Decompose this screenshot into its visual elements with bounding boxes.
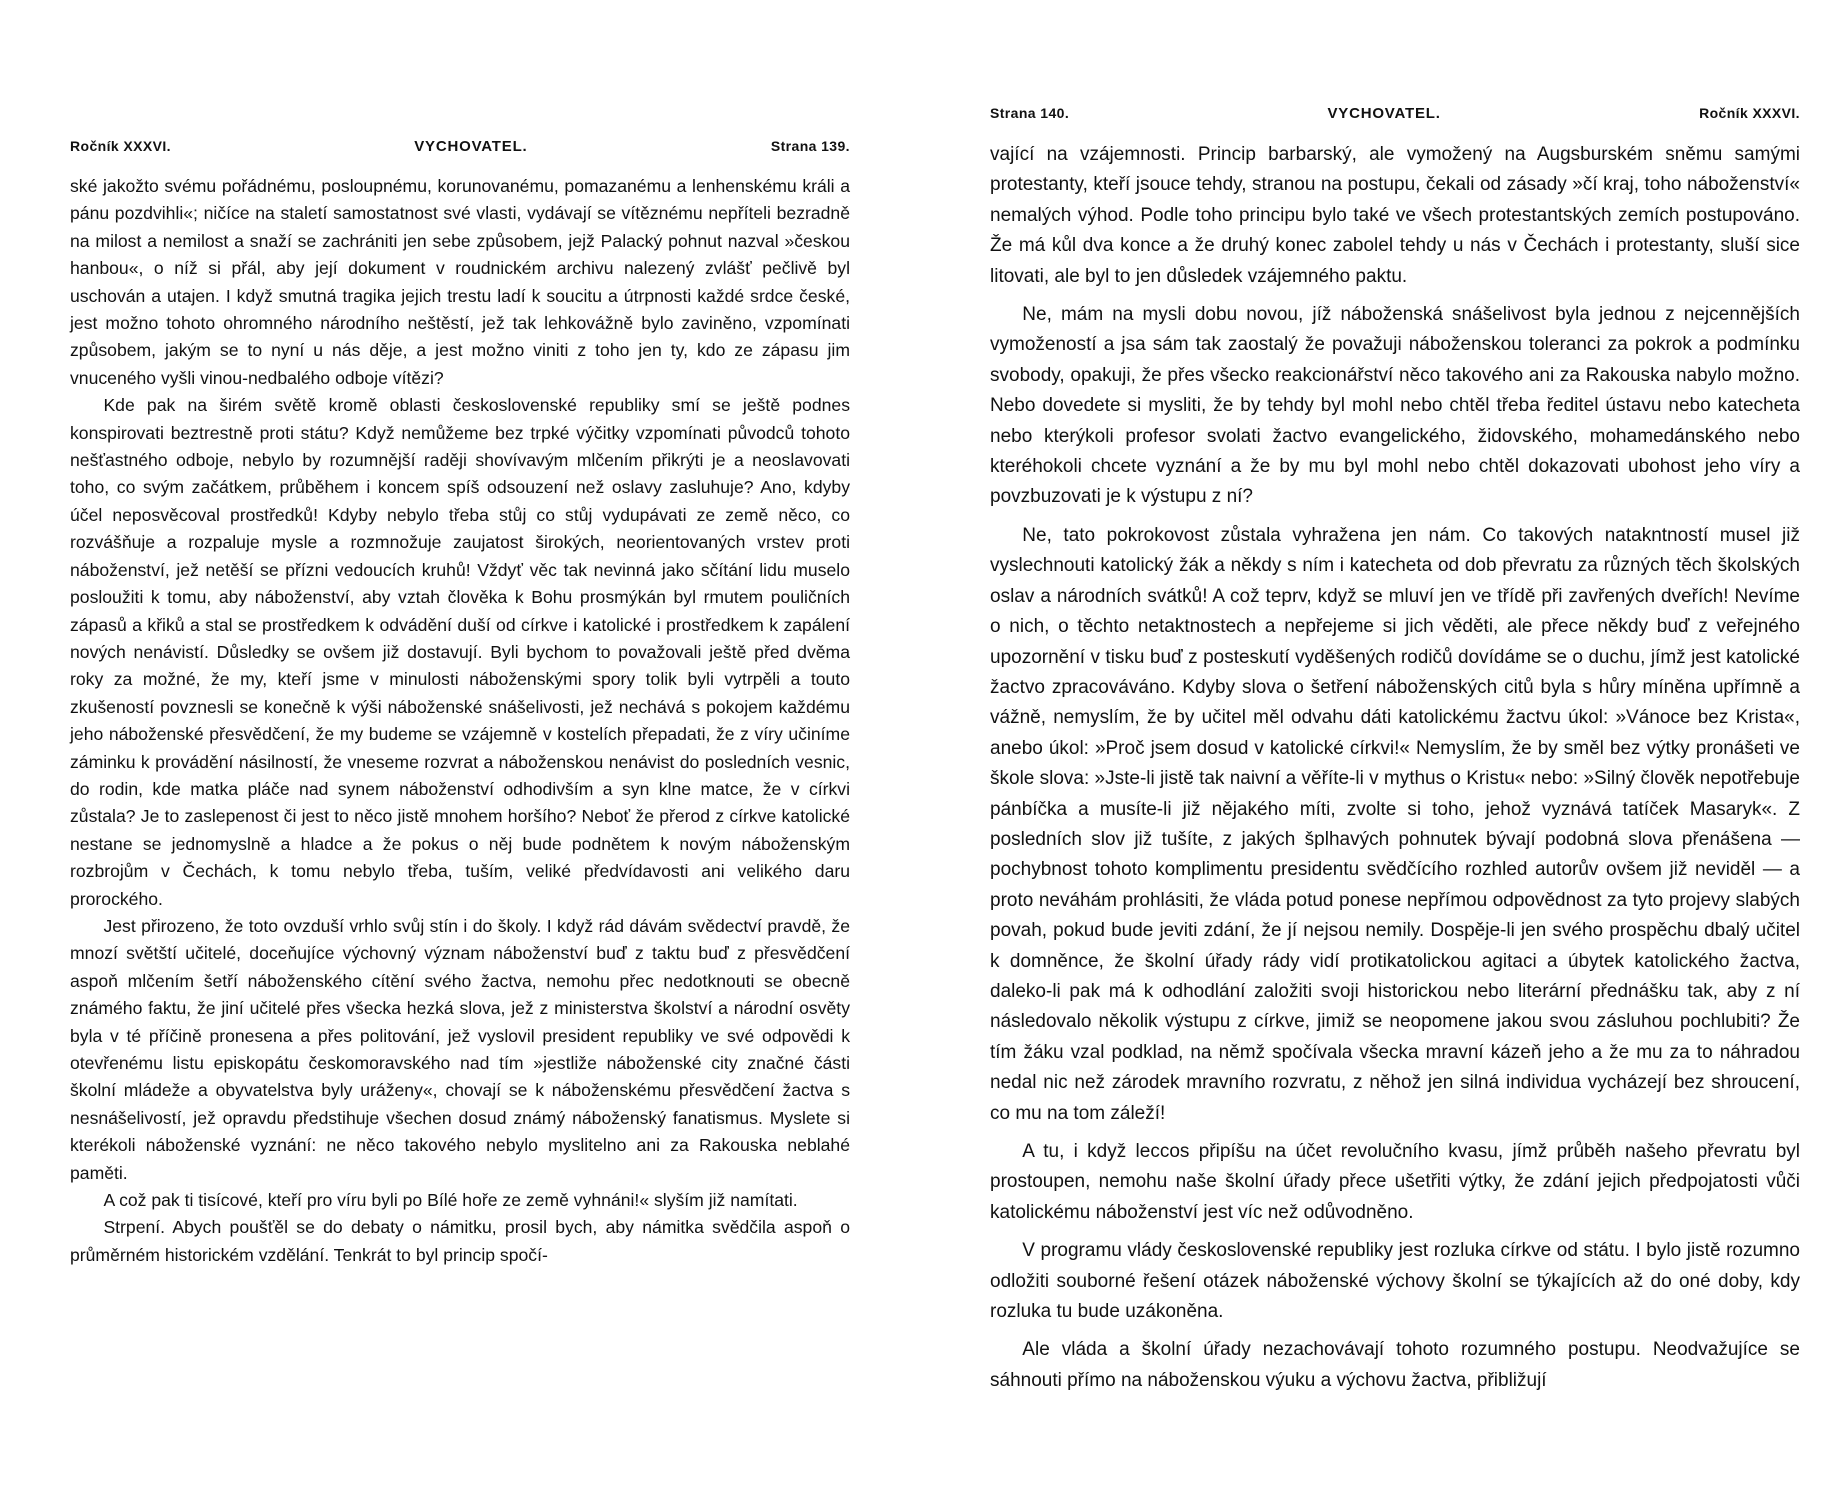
right-page — [990, 105, 1800, 1480]
right-header-title: VYCHOVATEL. — [1327, 105, 1441, 122]
right-running-head — [990, 105, 1800, 122]
paragraph: A což pak ti tisícové, kteří pro víru byli po Bílé hoře ze země vyhnáni!« slyším již namítati. — [103, 1190, 798, 1211]
left-header-page-number: Strana 139. — [770, 138, 850, 154]
paragraph: Ne, mám na mysli dobu novou, jíž náboženská snášelivost byla jednou z nejcennějších vymožeností a jsa sám tak zaostalý že považuji náboženskou toleranci za pokrok a podmínku svobody, opakuji, že přes všecko reakcionářství něco takového ani za Rakouska nabylo možno. Nebo dovedete si mysliti, že by tehdy byl mohl nebo chtěl třeba ředitel ústavu nebo katecheta nebo kterýkoli profesor svolati žactvo evangelického, židovského, mohamedánského nebo kteréhokoli chcete vyznání a že by mu byl mohl nebo chtěl dokazovati ubohost jeho víry a povzbuzovati je k výstupu z ní? — [990, 304, 1800, 508]
left-header-title: VYCHOVATEL. — [414, 138, 528, 155]
right-header-page-number: Strana 140. — [990, 105, 1070, 121]
paragraph: A tu, i když leccos připíšu na účet revolučního kvasu, jímž průběh našeho převratu byl prostoupen, nemohu naše školní úřady přece ušetřiti výtky, že zdání jejich předpojatosti vůči katolickému náboženství jest víc než odůvodněno. — [990, 1141, 1800, 1223]
paragraph: Ale vláda a školní úřady nezachovávají tohoto rozumného postupu. Neodvažujíce se sáhnouti přímo na náboženskou výuku a výchovu žactva, přibližují — [990, 1339, 1800, 1391]
paragraph: ské jakožto svému pořádnému, posloupnému, korunovanému, pomazanému a lenhenskému králi a pánu pozdvihli«; ničíce na staletí samostatnost své vlasti, vydávají se vítěznému nepříteli bezradně na milost a nemilost a snaží se zachrániti jen sebe způsobem, jejž Palacký pohnut nazval »českou hanbou«, o níž si přál, aby její dokument v roudnickém archivu nalezený zvlášť pečlivě byl uschován a utajen. I když smutná tragika jejich trestu ladí k soucitu a útrpnosti každé srdce české, jest možno tohoto ohromného národního neštěstí, jež tak lehkovážně bylo zaviněno, vzpomínati způsobem, jakým se to nyní u nás děje, a jest možno viniti z toho jen ty, kdo ze zápasu jim vnuceného vyšli vinou-nedbalého odboje vítězi? — [70, 176, 850, 388]
right-header-volume: Ročník XXXVI. — [1699, 105, 1800, 121]
paragraph: V programu vlády československé republiky jest rozluka církve od státu. I bylo jistě rozumno odložiti souborné řešení otázek náboženské výchovy školní se týkajících až do oné doby, kdy rozluka tu bude uzákoněna. — [990, 1240, 1800, 1323]
left-page-body — [70, 173, 850, 1269]
left-header-volume: Ročník XXXVI. — [70, 138, 171, 154]
paragraph: Kde pak na širém světě kromě oblasti československé republiky smí se ještě podnes konspirovati beztrestně proti státu? Když nemůžeme bez trpké výčitky vzpomínati původců tohoto nešťastného odboje, nebylo by rozumnější raději shovívavým mlčením přikrýti je a neoslavovati toho, co svým začátkem, průběhem i koncem spíš odsouzení než oslavy zasluhuje? Ano, kdyby účel neposvěcoval prostředků! Kdyby nebylo třeba stůj co stůj vydupávati ze země něco, co rozvášňuje a rozpaluje mysle a rozmnožuje zaujatost širokých, neorientovaných vrstev proti náboženství, jež netěší se přízni vedoucích kruhů! Vždyť věc tak nevinná jako sčítání lidu muselo posloužiti k tomu, aby náboženství, aby vztah člověka k Bohu prosmýkán byl rmutem pouličních zápasů a křiků a stal se prostředkem k odvádění duší od církve i katolické i prostředkem k zapálení nových nenávistí. Důsledky se ovšem již dostavují. Byli bychom to považovali ještě před dvěma roky za možné, že my, kteří jsme v minulosti náboženskými spory tolik byli vytrpěli a touto zkušeností povznesli se konečně k výši náboženské snášelivosti, jež nechává s pokojem každému jeho náboženské přesvědčení, že my budeme se vzájemně v kostelích přepadati, že z víry učiníme záminku k provádění násilností, že vneseme rozvrat a náboženskou nenávist do posledních vesnic, do rodin, kde matka pláče nad synem náboženství odhodivším a syn klne matce, že v církvi zůstala? Je to zaslepenost či jest to něco jistě mnohem horšího? Neboť že přerod z církve katolické nestane se jednomyslně a hladce a že pokus o něj bude podnětem k novým náboženským rozbrojům v Čechách, k tomu nebylo třeba, tuším, veliké předvídavosti ani velikého daru prorockého. — [70, 395, 850, 909]
paragraph: Ne, tato pokrokovost zůstala vyhražena jen nám. Co takových natakntností musel již vyslechnouti katolický žák a někdy s ním i katecheta od dob převratu za různých těch školských oslav a národních svátků! A což teprv, když se mluví jen ve třídě při zavřených dveřích! Nevíme o nich, o těchto netaktnostech a nepřejeme si jich věděti, ale přece někdy buď z veřejného upozornění v tisku buď z posteskutí vyděšených rodičů dovídáme se o duchu, jímž jest katolické žactvo zpracováváno. Kdyby slova o šetření náboženských citů byla s hůry míněna upřímně a vážně, nemyslím, že by učitel měl odvahu dáti katolickému žactvu úkol: »Vánoce bez Krista«, anebo úkol: »Proč jsem dosud v katolické církvi!« Nemyslím, že by směl bez výtky pronášeti ve škole slova: »Jste-li jistě tak naivní a věříte-li v mythus o Kristu« nebo: »Silný člověk nepotřebuje pánbíčka a musíte-li již nějakého míti, zvolte si toho, jehož vyznává tatíček Masaryk«. Z posledních slov již tušíte, z jakých šplhavých pohnutek bývají podobná slova přenášena — pochybnost tohoto komplimentu presidentu svědčícího rozhled autorův ovšem již neviděl — a proto neváhám prohlásiti, že vláda potud ponese nepřímou odpovědnost za tyto projevy slabých povah, pokud bude jeviti zdání, že jí nejsou nemily. Dospěje-li jen svého prospěchu dbalý učitel k domněnce, že školní úřady rády vidí protikatolickou agitaci a úbytek katolického žactva, daleko-li pak má k odhodlání založiti svoji historickou nebo literární přednášku tak, aby z ní následovalo několik výstupu z církve, jimiž se neopomene jakou svou zásluhou pochlubiti? Že tím žáku vzal podklad, na němž spočívala všecka mravní kázeň jeho a že mu za to náhradou nedal nic než zárodek mravního rozvratu, z něhož jen silná individua vycházejí bez shroucení, co mu na tom záleží! — [990, 524, 1800, 1124]
left-page — [70, 138, 850, 1478]
right-page-body — [990, 140, 1800, 1396]
left-running-head — [70, 138, 850, 155]
paragraph: Strpení. Abych poušťěl se do debaty o námitku, prosil bych, aby námitka svědčila aspoň o průměrném historickém vzdělání. Tenkrát to byl princip spočí- — [70, 1217, 850, 1265]
paragraph: vající na vzájemnosti. Princip barbarský, ale vymožený na Augsburském sněmu samými protestanty, kteří jsouce tehdy, stranou na postupu, čekali od zásady »čí kraj, toho náboženství« nemalých výhod. Podle toho principu bylo také ve všech protestantských zemích postupováno. Že má kůl dva konce a že druhý konec zabolel tehdy u nás v Čechách i protestanty, sluší sice litovati, ale byl to jen důsledek vzájemného paktu. — [990, 144, 1800, 287]
paragraph: Jest přirozeno, že toto ovzduší vrhlo svůj stín i do školy. I když rád dávám svědectví pravdě, že mnozí světští učitelé, doceňujíce výchovný význam náboženství buď z taktu buď z přesvědčení aspoň mlčením šetří náboženského cítění svého žactva, nemohu přec nedotknouti se obecně známého faktu, že jiní učitelé přes všecka hezká slova, jež z ministerstva školství a národní osvěty byla v té příčině pronesena a přes politování, jež vyslovil president republiky ve své odpovědi k otevřenému listu episkopátu českomoravského nad tím »jestliže náboženské city značné části školní mládeže a obyvatelstva byly uráženy«, chovají se k náboženskému přesvědčení žactva s nesnášelivostí, jež opravdu předstihuje všechen dosud známý náboženský fanatismus. Myslete si kterékoli náboženské vyznání: ne něco takového nebylo myslitelno ani za Rakouska neblahé paměti. — [70, 915, 850, 1183]
